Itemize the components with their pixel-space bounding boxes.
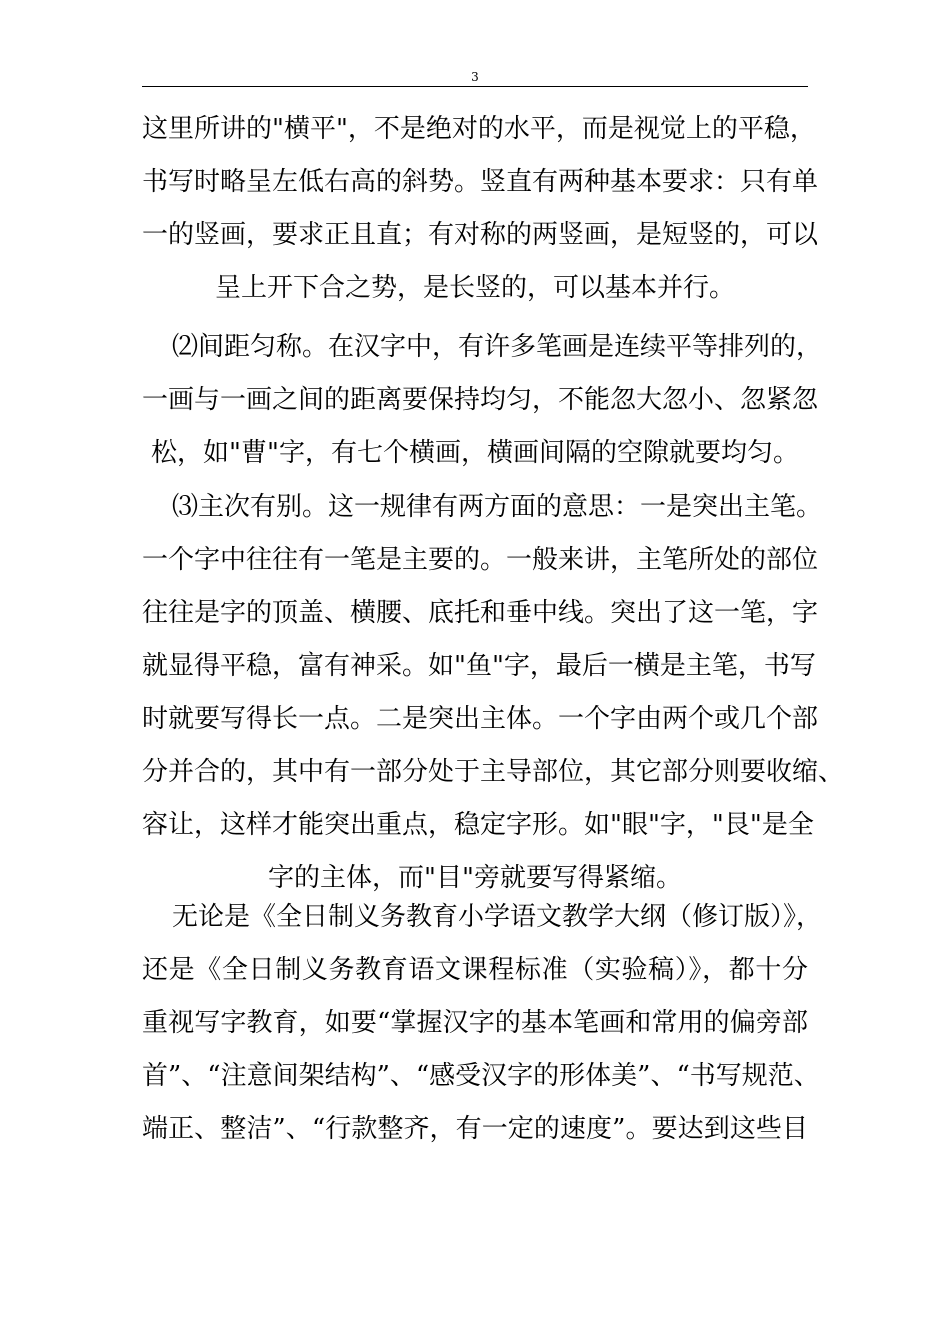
text-line: 重视写字教育，如要“掌握汉字的基本笔画和常用的偏旁部	[142, 1008, 808, 1038]
text-line: 这里所讲的"横平"，不是绝对的水平，而是视觉上的平稳，	[142, 114, 816, 144]
text-line: 往往是字的顶盖、横腰、底托和垂中线。突出了这一笔，字	[142, 598, 819, 628]
text-line: 一的竖画，要求正且直；有对称的两竖画，是短竖的，可以	[142, 220, 819, 250]
text-line: 一个字中往往有一笔是主要的。一般来讲，主笔所处的部位	[142, 545, 819, 575]
text-line: 端正、整洁”、“行款整齐，有一定的速度”。要达到这些目	[142, 1114, 808, 1144]
text-line: 还是《全日制义务教育语文课程标准（实验稿）》，都十分	[142, 955, 808, 985]
text-line: 分并合的，其中有一部分处于主导部位，其它部分则要收缩、	[142, 757, 845, 787]
text-line: 呈上开下合之势，是长竖的，可以基本并行。	[214, 273, 735, 303]
paragraph-even-spacing	[142, 321, 823, 480]
text-line: 书写时略呈左低右高的斜势。竖直有两种基本要求：只有单	[142, 167, 819, 197]
text-line: 首”、“注意间架结构”、“感受汉字的形体美”、“书写规范、	[142, 1061, 820, 1091]
paragraph-horizontal-vertical	[142, 103, 819, 315]
paragraph-curriculum	[142, 891, 823, 1156]
text-line: 松，如"曹"字，有七个横画，横画间隔的空隙就要均匀。	[151, 438, 799, 468]
paragraph-primary-secondary	[142, 481, 845, 905]
header-rule	[142, 86, 808, 87]
text-line: ⑶主次有别。这一规律有两方面的意思：一是突出主笔。	[172, 492, 823, 522]
text-line: 一画与一画之间的距离要保持均匀，不能忽大忽小、忽紧忽	[142, 385, 819, 415]
page-number: 3	[471, 70, 479, 84]
text-line: 就显得平稳，富有神采。如"鱼"字，最后一横是主笔，书写	[142, 651, 816, 681]
text-line: ⑵间距匀称。在汉字中，有许多笔画是连续平等排列的，	[172, 332, 823, 362]
text-line: 时就要写得长一点。二是突出主体。一个字由两个或几个部	[142, 704, 819, 734]
text-line: 无论是《全日制义务教育小学语文教学大纲（修订版）》，	[172, 902, 823, 932]
text-line: 字的主体，而"目"旁就要写得紧缩。	[268, 863, 682, 893]
text-line: 容让，这样才能突出重点，稳定字形。如"眼"字，"艮"是全	[142, 810, 814, 840]
